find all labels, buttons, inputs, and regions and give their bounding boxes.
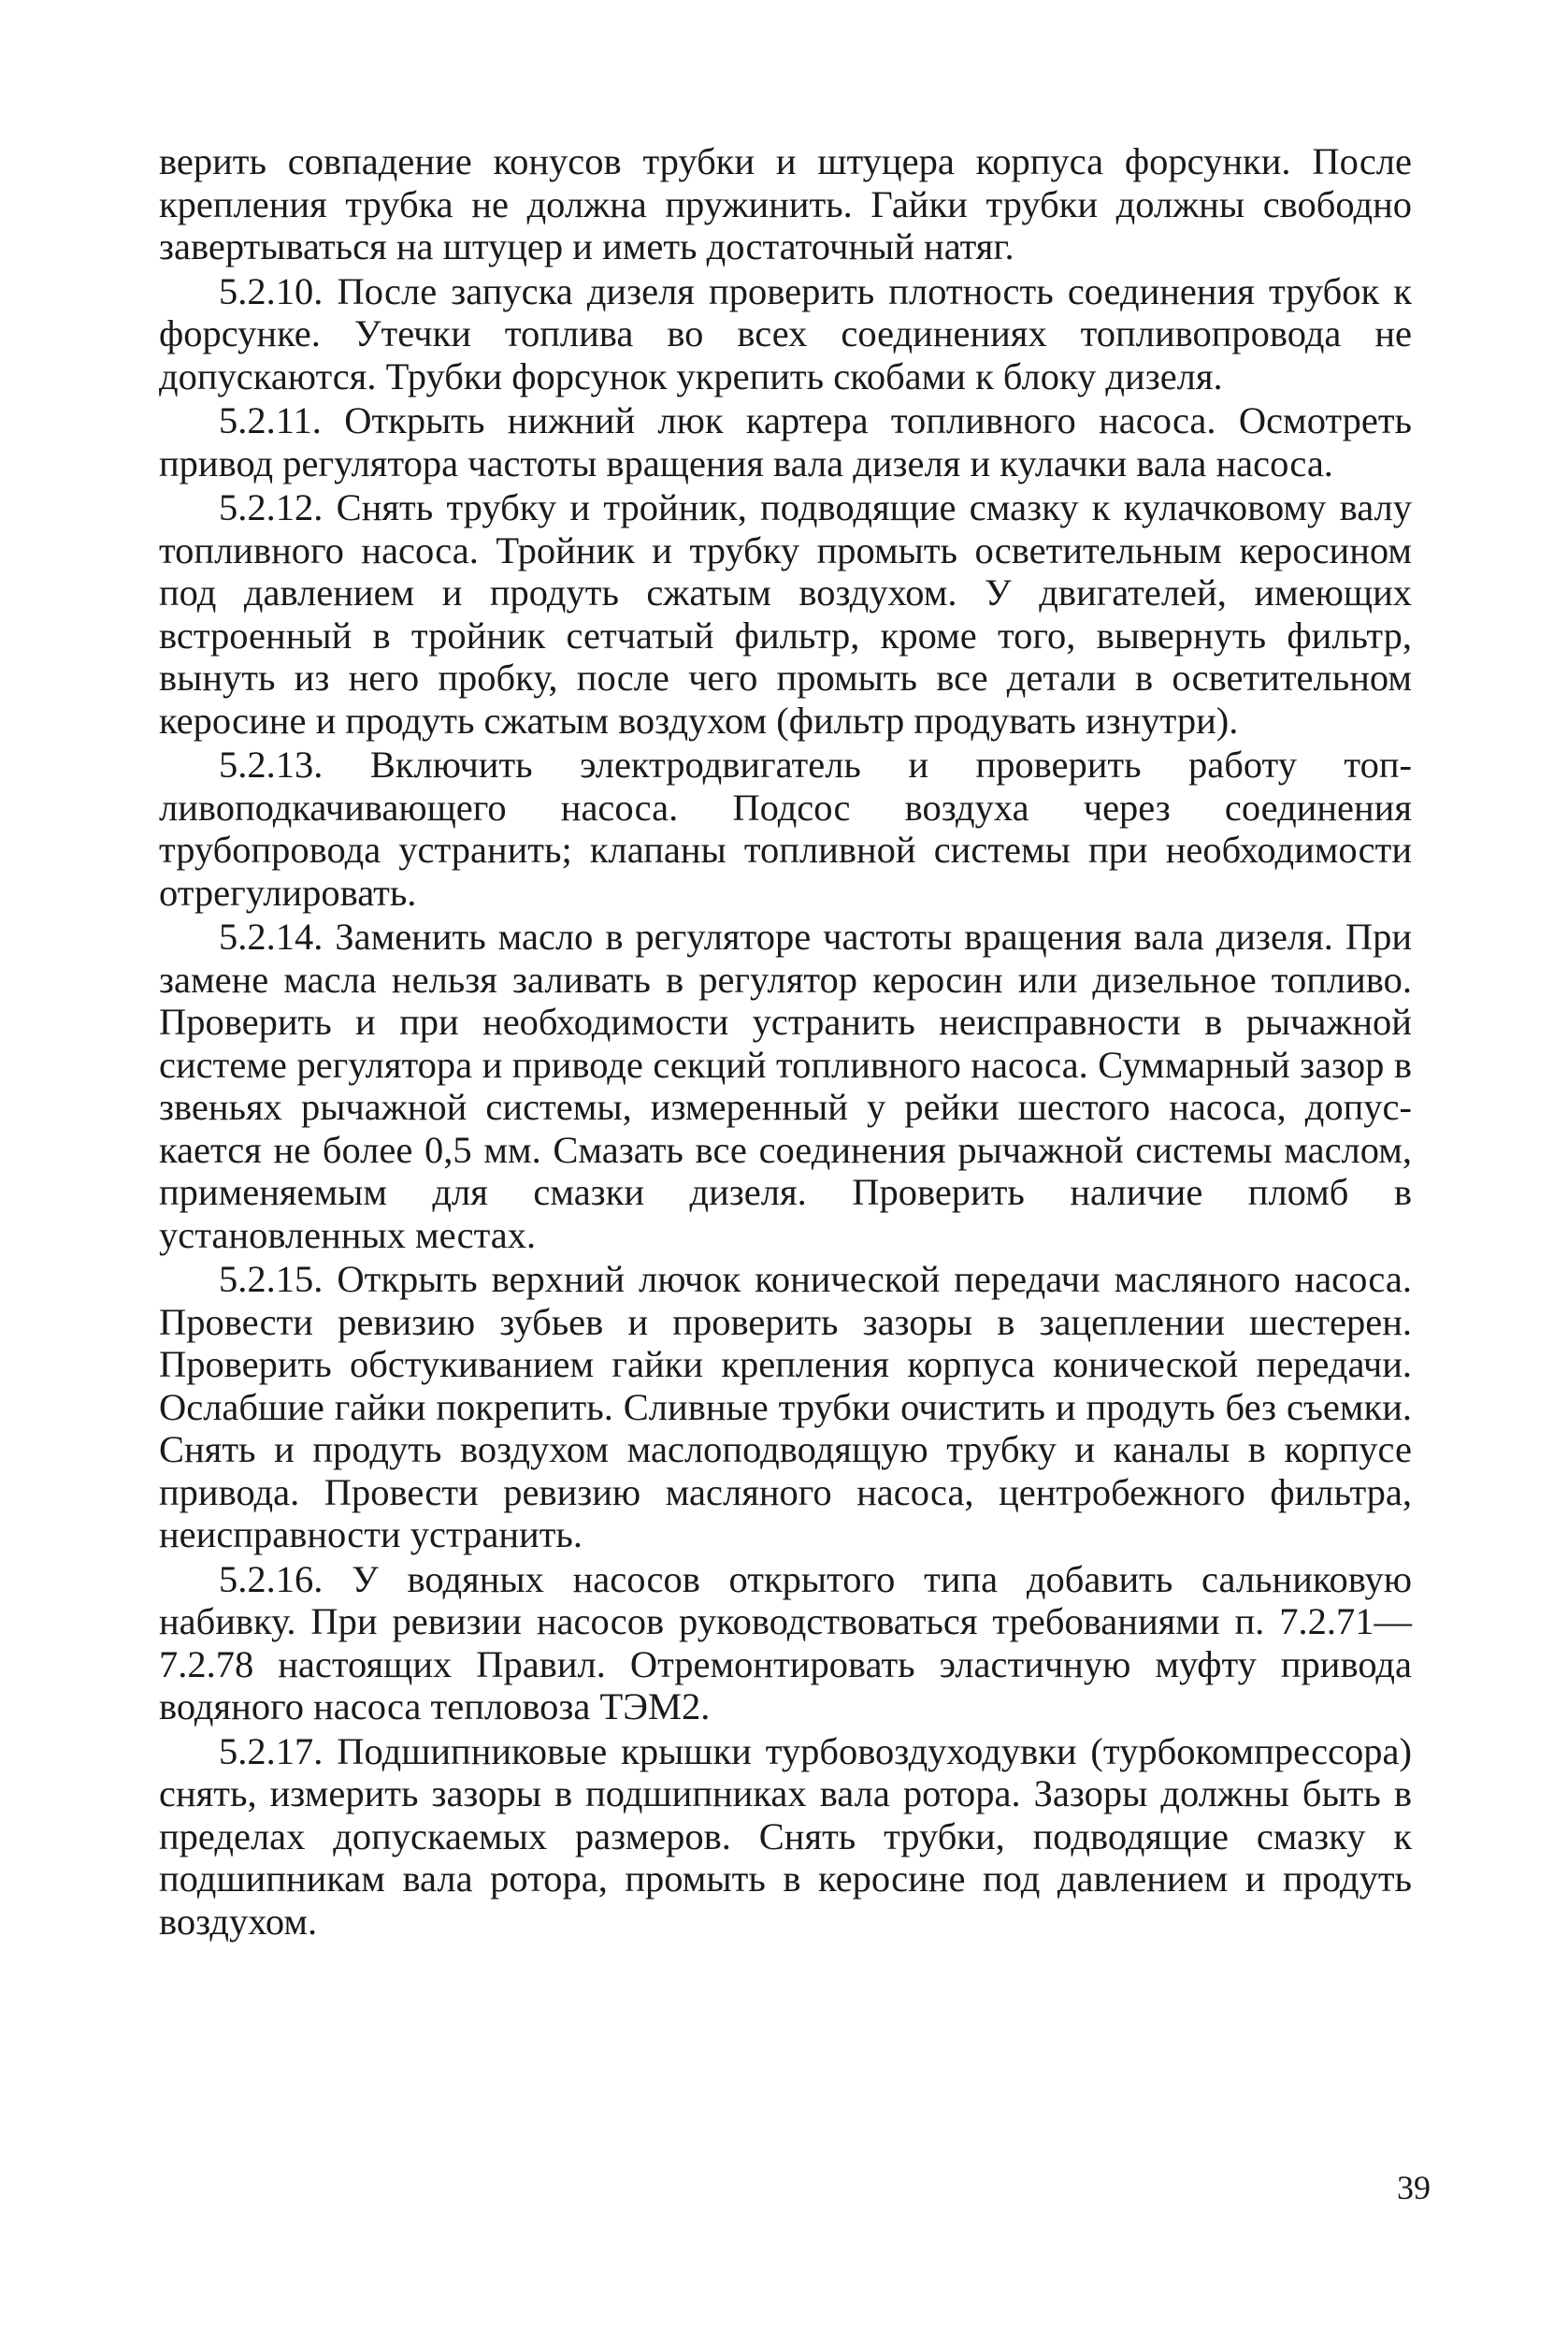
paragraph-5-2-16: 5.2.16. У водяных насосов открытого типа добавить сальниковую набивку. При ревизии насосов руководствоваться требованиями п. 7.2.71—7.2.78 настоящих Правил. Отремонтировать эластичную муфту привода водяного насоса тепловоза ТЭМ2. <box>159 1557 1412 1727</box>
page-number: 39 <box>1397 2169 1431 2206</box>
paragraph-5-2-15: 5.2.15. Открыть верхний лючок конической передачи масляного насоса. Провести ревизию зубьев и проверить зазоры в зацеплении шестерен. Проверить обстукиванием гайки крепления корпуса конической передачи. Ослабшие гайки покрепить. Сливные трубки очистить и продуть без съемки. Снять и продуть воздухом маслоподводящую трубку и каналы в корпусе привода. Провести ревизию масляного насоса, центробежного фильтра, неисправности устранить. <box>159 1258 1412 1555</box>
paragraph-5-2-17: 5.2.17. Подшипниковые крышки турбовоздуходувки (турбокомпрессора) снять, измерить зазоры в подшипниках вала ротора. Зазоры должны быть в пределах допускаемых размеров. Снять трубки, подводящие смазку к подшипникам вала ротора, промыть в керосине под давлением и продуть воздухом. <box>159 1729 1412 1943</box>
paragraph-5-2-11: 5.2.11. Открыть нижний люк картера топливного насоса. Осмотреть привод регулятора частоты вращения вала дизеля и кулачки вала насоса. <box>159 399 1412 484</box>
paragraph-5-2-13: 5.2.13. Включить электродвигатель и проверить работу топливоподкачивающего насоса. Подсос воздуха через соединения трубопровода устранить; клапаны топливной системы при необходимости отрегулировать. <box>159 744 1412 914</box>
paragraph-5-2-10: 5.2.10. После запуска дизеля проверить плотность соединения трубок к форсунке. Утечки топлива во всех соединениях топливопровода не допускаются. Трубки форсунок укрепить скобами к блоку дизеля. <box>159 269 1412 397</box>
paragraph-continuation: верить совпадение конусов трубки и штуцера корпуса форсунки. После крепления трубка не должна пружинить. Гайки трубки должны свободно завертываться на штуцер и иметь достаточный натяг. <box>159 140 1412 267</box>
document-body <box>159 140 1412 1943</box>
paragraph-5-2-12: 5.2.12. Снять трубку и тройник, подводящие смазку к кулачковому валу топливного насоса. Тройник и трубку промыть осветительным керосином под давлением и продуть сжатым воздухом. У двигателей, имеющих встроенный в тройник сетчатый фильтр, кроме того, вывернуть фильтр, вынуть из него пробку, после чего промыть все детали в осветительном керосине и продуть сжатым воздухом (фильтр продувать изнутри). <box>159 486 1412 742</box>
paragraph-5-2-14: 5.2.14. Заменить масло в регуляторе частоты вращения вала дизеля. При замене масла нельзя заливать в регулятор керосин или дизельное топливо. Проверить и при необходимости устранить неисправности в рычажной системе регулятора и приводе секций топливного насоса. Суммарный зазор в звеньях рычажной системы, измеренный у рейки шестого насоса, допускается не более 0,5 мм. Смазать все соединения рычажной системы маслом, применяемым для смазки дизеля. Проверить наличие пломб в установленных местах. <box>159 916 1412 1256</box>
